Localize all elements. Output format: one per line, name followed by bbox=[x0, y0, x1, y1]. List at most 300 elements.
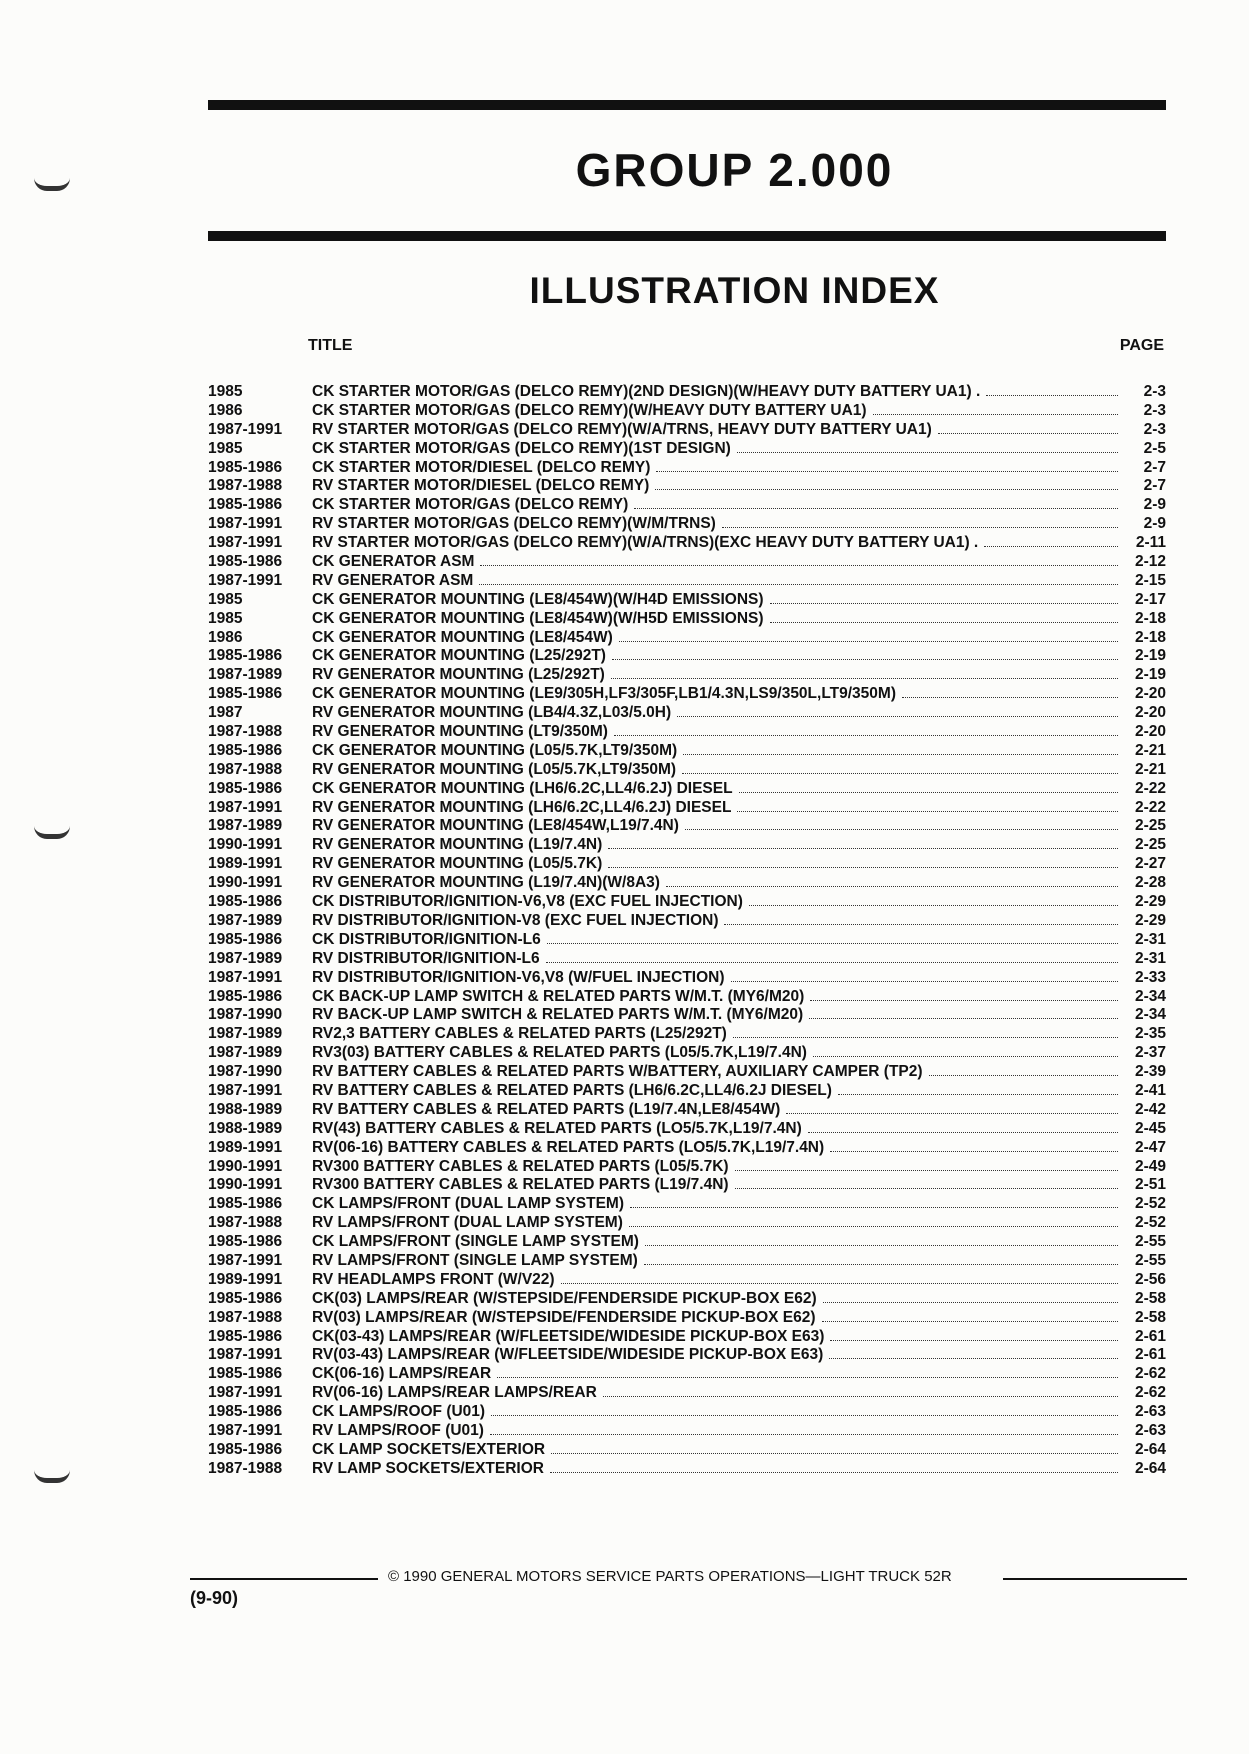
index-entry bbox=[208, 629, 1166, 648]
entry-year: 1985-1986 bbox=[208, 741, 283, 759]
dot-leader bbox=[809, 1006, 1118, 1019]
entry-page: 2-20 bbox=[1134, 723, 1166, 741]
entry-year: 1985 bbox=[208, 383, 243, 400]
index-entry bbox=[208, 1025, 1166, 1044]
entry-title: RV300 BATTERY CABLES & RELATED PARTS (L19/7.4N) bbox=[312, 1176, 729, 1194]
title-column-header: TITLE bbox=[308, 337, 353, 354]
dot-leader bbox=[614, 723, 1118, 736]
entry-page: 2-25 bbox=[1134, 817, 1166, 835]
index-entry bbox=[208, 1271, 1166, 1290]
entry-page: 2-55 bbox=[1134, 1233, 1166, 1251]
entry-page: 2-19 bbox=[1134, 647, 1166, 665]
entry-title: RV(03-43) LAMPS/REAR (W/FLEETSIDE/WIDESIDE PICKUP-BOX E63) bbox=[312, 1346, 824, 1364]
entry-page: 2-42 bbox=[1134, 1100, 1166, 1118]
entry-title: RV(06-16) BATTERY CABLES & RELATED PARTS (LO5/5.7K,L19/7.4N) bbox=[312, 1138, 825, 1156]
entry-title: CK STARTER MOTOR/GAS (DELCO REMY)(W/HEAVY DUTY BATTERY UA1) bbox=[312, 401, 867, 419]
entry-year: 1987-1988 bbox=[208, 723, 283, 741]
dot-leader bbox=[829, 1346, 1118, 1359]
entry-title: CK STARTER MOTOR/GAS (DELCO REMY)(2ND DESIGN)(W/HEAVY DUTY BATTERY UA1) . bbox=[312, 383, 981, 400]
index-entry bbox=[208, 477, 1166, 496]
dot-leader bbox=[823, 1290, 1118, 1303]
entry-year: 1985-1986 bbox=[208, 930, 283, 948]
entry-year: 1987-1991 bbox=[208, 968, 283, 986]
entry-title: CK DISTRIBUTOR/IGNITION-V6,V8 (EXC FUEL INJECTION) bbox=[312, 893, 743, 911]
index-entry bbox=[208, 421, 1166, 440]
index-entry bbox=[208, 496, 1166, 515]
entry-year: 1985-1986 bbox=[208, 1233, 283, 1251]
entry-page: 2-21 bbox=[1134, 760, 1166, 778]
entry-title: CK BACK-UP LAMP SWITCH & RELATED PARTS W/M.T. (MY6/M20) bbox=[312, 987, 805, 1005]
dot-leader bbox=[666, 874, 1118, 887]
entry-title: RV300 BATTERY CABLES & RELATED PARTS (L05/5.7K) bbox=[312, 1157, 729, 1175]
dot-leader bbox=[634, 496, 1118, 509]
index-entry bbox=[208, 1101, 1166, 1120]
entry-page: 2-63 bbox=[1134, 1421, 1166, 1439]
entry-page: 2-7 bbox=[1143, 458, 1166, 476]
entry-year: 1985-1986 bbox=[208, 987, 283, 1005]
entry-title: CK STARTER MOTOR/DIESEL (DELCO REMY) bbox=[312, 458, 651, 476]
entry-title: CK GENERATOR MOUNTING (LH6/6.2C,LL4/6.2J) DIESEL bbox=[312, 779, 733, 797]
entry-page: 2-22 bbox=[1134, 779, 1166, 797]
dot-leader bbox=[838, 1082, 1118, 1095]
entry-year: 1986 bbox=[208, 401, 243, 419]
dot-leader bbox=[547, 931, 1118, 944]
footer-date-code: (9-90) bbox=[190, 1588, 239, 1608]
dot-leader bbox=[735, 1176, 1118, 1189]
entry-title: CK GENERATOR ASM bbox=[312, 553, 475, 571]
dot-leader bbox=[813, 1044, 1118, 1057]
entry-year: 1987-1990 bbox=[208, 1006, 283, 1024]
dot-leader bbox=[491, 1403, 1118, 1416]
entry-year: 1986 bbox=[208, 628, 243, 646]
entry-page: 2-64 bbox=[1134, 1440, 1166, 1458]
index-entry bbox=[208, 1422, 1166, 1441]
dot-leader bbox=[608, 836, 1118, 849]
entry-title: RV GENERATOR MOUNTING (LT9/350M) bbox=[312, 723, 608, 741]
dot-leader bbox=[644, 1252, 1118, 1265]
entry-year: 1987-1989 bbox=[208, 817, 283, 835]
entry-year: 1985-1986 bbox=[208, 1365, 283, 1383]
index-entry bbox=[208, 1365, 1166, 1384]
entry-year: 1985-1986 bbox=[208, 553, 283, 571]
index-entry bbox=[208, 931, 1166, 950]
entry-year: 1985-1986 bbox=[208, 496, 283, 514]
dot-leader bbox=[683, 742, 1118, 755]
entry-title: RV GENERATOR MOUNTING (LE8/454W,L19/7.4N) bbox=[312, 817, 679, 835]
index-entry bbox=[208, 534, 1166, 553]
index-entry bbox=[208, 1006, 1166, 1025]
dot-leader bbox=[733, 1025, 1118, 1038]
dot-leader bbox=[629, 1214, 1118, 1227]
dot-leader bbox=[656, 459, 1118, 472]
entry-title: RV GENERATOR MOUNTING (LH6/6.2C,LL4/6.2J) DIESEL bbox=[312, 798, 732, 816]
entry-page: 2-62 bbox=[1134, 1365, 1166, 1383]
entry-year: 1985-1986 bbox=[208, 1195, 283, 1213]
entry-title: RV STARTER MOTOR/DIESEL (DELCO REMY) bbox=[312, 477, 650, 495]
index-entry bbox=[208, 1252, 1166, 1271]
dot-leader bbox=[822, 1309, 1118, 1322]
index-entry bbox=[208, 817, 1166, 836]
entry-year: 1987-1991 bbox=[208, 534, 283, 552]
index-entry bbox=[208, 1328, 1166, 1347]
entry-title: RV LAMPS/FRONT (DUAL LAMP SYSTEM) bbox=[312, 1214, 623, 1232]
dot-leader bbox=[479, 572, 1118, 585]
entry-page: 2-33 bbox=[1134, 968, 1166, 986]
entry-page: 2-15 bbox=[1134, 571, 1166, 589]
index-entry bbox=[208, 855, 1166, 874]
entry-year: 1985-1986 bbox=[208, 1327, 283, 1345]
index-entry bbox=[208, 1384, 1166, 1403]
entry-year: 1989-1991 bbox=[208, 855, 283, 873]
index-entry bbox=[208, 704, 1166, 723]
entry-year: 1990-1991 bbox=[208, 1157, 283, 1175]
entry-year: 1990-1991 bbox=[208, 1176, 283, 1194]
entry-title: RV GENERATOR MOUNTING (L05/5.7K,LT9/350M) bbox=[312, 760, 677, 778]
index-entry bbox=[208, 1346, 1166, 1365]
dot-leader bbox=[830, 1328, 1118, 1341]
entry-page: 2-45 bbox=[1134, 1119, 1166, 1137]
dot-leader bbox=[685, 817, 1118, 830]
entry-page: 2-35 bbox=[1134, 1025, 1166, 1043]
entry-title: CK DISTRIBUTOR/IGNITION-L6 bbox=[312, 930, 541, 948]
entry-year: 1987-1991 bbox=[208, 1421, 283, 1439]
entry-year: 1985-1986 bbox=[208, 647, 283, 665]
dot-leader bbox=[737, 440, 1118, 453]
index-entry bbox=[208, 836, 1166, 855]
index-entry bbox=[208, 1290, 1166, 1309]
dot-leader bbox=[561, 1271, 1118, 1284]
entry-year: 1987-1989 bbox=[208, 949, 283, 967]
dot-leader bbox=[724, 912, 1118, 925]
index-entry bbox=[208, 1214, 1166, 1233]
index-entry bbox=[208, 591, 1166, 610]
entry-year: 1990-1991 bbox=[208, 874, 283, 892]
entry-year: 1989-1991 bbox=[208, 1138, 283, 1156]
entry-page: 2-31 bbox=[1134, 930, 1166, 948]
entry-page: 2-29 bbox=[1134, 911, 1166, 929]
dot-leader bbox=[770, 591, 1118, 604]
entry-year: 1987-1991 bbox=[208, 1251, 283, 1269]
dot-leader bbox=[786, 1101, 1118, 1114]
entry-page: 2-19 bbox=[1134, 666, 1166, 684]
index-entry bbox=[208, 1120, 1166, 1139]
dot-leader bbox=[611, 666, 1118, 679]
index-entry bbox=[208, 402, 1166, 421]
dot-leader bbox=[938, 421, 1118, 434]
entry-title: RV(43) BATTERY CABLES & RELATED PARTS (LO5/5.7K,L19/7.4N) bbox=[312, 1119, 802, 1137]
entry-year: 1985-1986 bbox=[208, 779, 283, 797]
dot-leader bbox=[677, 704, 1118, 717]
entry-year: 1985-1986 bbox=[208, 458, 283, 476]
index-entry bbox=[208, 1309, 1166, 1328]
entry-title: RV BATTERY CABLES & RELATED PARTS (L19/7.4N,LE8/454W) bbox=[312, 1100, 781, 1118]
entry-page: 2-11 bbox=[1135, 534, 1166, 552]
dot-leader bbox=[808, 1120, 1118, 1133]
entry-title: CK(06-16) LAMPS/REAR bbox=[312, 1365, 492, 1383]
entry-page: 2-51 bbox=[1134, 1176, 1166, 1194]
index-entry bbox=[208, 1176, 1166, 1195]
dot-leader bbox=[645, 1233, 1118, 1246]
entry-page: 2-62 bbox=[1134, 1384, 1166, 1402]
entry-page: 2-20 bbox=[1134, 685, 1166, 703]
entry-page: 2-55 bbox=[1134, 1251, 1166, 1269]
entry-title: RV LAMPS/ROOF (U01) bbox=[312, 1421, 484, 1439]
entry-page: 2-7 bbox=[1143, 477, 1166, 495]
index-entry bbox=[208, 1195, 1166, 1214]
dot-leader bbox=[810, 988, 1118, 1001]
entry-year: 1987-1991 bbox=[208, 1384, 283, 1402]
entry-year: 1987-1988 bbox=[208, 477, 283, 495]
entry-title: RV LAMPS/FRONT (SINGLE LAMP SYSTEM) bbox=[312, 1251, 638, 1269]
index-entry bbox=[208, 610, 1166, 629]
entry-year: 1987-1989 bbox=[208, 911, 283, 929]
entry-page: 2-61 bbox=[1134, 1346, 1166, 1364]
index-entry bbox=[208, 572, 1166, 591]
entry-title: RV BATTERY CABLES & RELATED PARTS (LH6/6.2C,LL4/6.2J DIESEL) bbox=[312, 1081, 832, 1099]
entry-title: CK GENERATOR MOUNTING (LE8/454W)(W/H4D EMISSIONS) bbox=[312, 590, 764, 608]
entry-title: CK(03-43) LAMPS/REAR (W/FLEETSIDE/WIDESIDE PICKUP-BOX E63) bbox=[312, 1327, 825, 1345]
index-entry bbox=[208, 685, 1166, 704]
dot-leader bbox=[682, 761, 1118, 774]
entry-page: 2-34 bbox=[1134, 1006, 1166, 1024]
entry-title: CK STARTER MOTOR/GAS (DELCO REMY)(1ST DESIGN) bbox=[312, 439, 731, 457]
dot-leader bbox=[480, 553, 1118, 566]
entry-year: 1987-1988 bbox=[208, 1308, 283, 1326]
entry-title: RV STARTER MOTOR/GAS (DELCO REMY)(W/A/TRNS)(EXC HEAVY DUTY BATTERY UA1) . bbox=[312, 534, 979, 552]
entry-title: RV3(03) BATTERY CABLES & RELATED PARTS (L05/5.7K,L19/7.4N) bbox=[312, 1044, 807, 1062]
entry-year: 1987-1991 bbox=[208, 571, 283, 589]
entry-year: 1987-1991 bbox=[208, 798, 283, 816]
entry-title: RV BATTERY CABLES & RELATED PARTS W/BATTERY, AUXILIARY CAMPER (TP2) bbox=[312, 1063, 923, 1081]
entry-year: 1989-1991 bbox=[208, 1270, 283, 1288]
entry-title: CK LAMPS/ROOF (U01) bbox=[312, 1403, 486, 1421]
entry-year: 1985 bbox=[208, 609, 243, 627]
dot-leader bbox=[490, 1422, 1118, 1435]
entry-page: 2-41 bbox=[1134, 1081, 1166, 1099]
entry-title: RV GENERATOR MOUNTING (L25/292T) bbox=[312, 666, 605, 684]
index-entry bbox=[208, 950, 1166, 969]
index-entry bbox=[208, 799, 1166, 818]
entry-page: 2-27 bbox=[1134, 855, 1166, 873]
index-entry bbox=[208, 761, 1166, 780]
entry-year: 1987-1991 bbox=[208, 420, 283, 438]
index-entry bbox=[208, 666, 1166, 685]
entry-year: 1990-1991 bbox=[208, 836, 283, 854]
entry-page: 2-63 bbox=[1134, 1403, 1166, 1421]
index-entry bbox=[208, 874, 1166, 893]
entry-page: 2-34 bbox=[1134, 987, 1166, 1005]
entry-page: 2-3 bbox=[1143, 420, 1166, 438]
index-entry bbox=[208, 1063, 1166, 1082]
entry-page: 2-47 bbox=[1134, 1138, 1166, 1156]
footer-copyright: © 1990 GENERAL MOTORS SERVICE PARTS OPERATIONS—LIGHT TRUCK 52R bbox=[388, 1568, 952, 1585]
middle-rule bbox=[208, 231, 1166, 241]
index-entry bbox=[208, 515, 1166, 534]
entry-page: 2-52 bbox=[1134, 1214, 1166, 1232]
entry-year: 1985-1986 bbox=[208, 1289, 283, 1307]
entry-page: 2-58 bbox=[1134, 1289, 1166, 1307]
index-entry bbox=[208, 1044, 1166, 1063]
dot-leader bbox=[929, 1063, 1118, 1076]
page-title: ILLUSTRATION INDEX bbox=[529, 270, 940, 311]
entry-year: 1987-1988 bbox=[208, 1459, 283, 1477]
entry-page: 2-17 bbox=[1134, 590, 1166, 608]
entry-page: 2-37 bbox=[1134, 1044, 1166, 1062]
entry-year: 1987-1991 bbox=[208, 515, 283, 533]
entry-year: 1985 bbox=[208, 590, 243, 608]
index-entry bbox=[208, 553, 1166, 572]
dot-leader bbox=[749, 893, 1118, 906]
index-entry bbox=[208, 1139, 1166, 1158]
index-entry bbox=[208, 1441, 1166, 1460]
dot-leader bbox=[731, 969, 1118, 982]
index-entry bbox=[208, 723, 1166, 742]
dot-leader bbox=[655, 477, 1118, 490]
dot-leader bbox=[830, 1139, 1118, 1152]
dot-leader bbox=[619, 629, 1118, 642]
entry-page: 2-18 bbox=[1134, 609, 1166, 627]
dot-leader bbox=[630, 1195, 1118, 1208]
entry-title: CK LAMPS/FRONT (SINGLE LAMP SYSTEM) bbox=[312, 1233, 639, 1251]
index-entry bbox=[208, 912, 1166, 931]
index-entry bbox=[208, 742, 1166, 761]
entry-page: 2-52 bbox=[1134, 1195, 1166, 1213]
dot-leader bbox=[739, 780, 1118, 793]
entry-page: 2-39 bbox=[1134, 1063, 1166, 1081]
index-entry bbox=[208, 1460, 1166, 1479]
index-entry bbox=[208, 988, 1166, 1007]
footer-rule-right bbox=[1003, 1578, 1187, 1580]
dot-leader bbox=[770, 610, 1118, 623]
entry-title: CK LAMP SOCKETS/EXTERIOR bbox=[312, 1440, 546, 1458]
entry-page: 2-31 bbox=[1134, 949, 1166, 967]
entry-year: 1987 bbox=[208, 704, 243, 722]
entry-year: 1987-1991 bbox=[208, 1081, 283, 1099]
index-entry bbox=[208, 1158, 1166, 1177]
entry-page: 2-58 bbox=[1134, 1308, 1166, 1326]
index-entry bbox=[208, 969, 1166, 988]
entry-year: 1985 bbox=[208, 439, 243, 457]
dot-leader bbox=[550, 1460, 1118, 1473]
dot-leader bbox=[546, 950, 1118, 963]
dot-leader bbox=[551, 1441, 1118, 1454]
dot-leader bbox=[722, 515, 1118, 528]
group-heading: GROUP 2.000 bbox=[575, 144, 894, 196]
index-entry bbox=[208, 780, 1166, 799]
entry-page: 2-20 bbox=[1134, 704, 1166, 722]
entry-page: 2-22 bbox=[1134, 798, 1166, 816]
dot-leader bbox=[737, 799, 1118, 812]
dot-leader bbox=[984, 534, 1118, 547]
entry-title: CK GENERATOR MOUNTING (L25/292T) bbox=[312, 647, 606, 665]
index-entry bbox=[208, 383, 1166, 402]
dot-leader bbox=[735, 1158, 1118, 1171]
page-column-header: PAGE bbox=[1119, 337, 1164, 354]
entry-page: 2-3 bbox=[1143, 401, 1166, 419]
dot-leader bbox=[902, 685, 1118, 698]
entry-page: 2-18 bbox=[1134, 628, 1166, 646]
entry-title: RV GENERATOR MOUNTING (L19/7.4N)(W/8A3) bbox=[312, 874, 660, 892]
entry-page: 2-9 bbox=[1143, 515, 1166, 533]
index-entry-list bbox=[208, 383, 1166, 1479]
entry-title: RV GENERATOR ASM bbox=[312, 571, 474, 589]
entry-title: CK GENERATOR MOUNTING (LE9/305H,LF3/305F,LB1/4.3N,LS9/350L,LT9/350M) bbox=[312, 685, 896, 703]
entry-title: RV GENERATOR MOUNTING (L19/7.4N) bbox=[312, 836, 603, 854]
entry-year: 1988-1989 bbox=[208, 1100, 283, 1118]
entry-title: RV(03) LAMPS/REAR (W/STEPSIDE/FENDERSIDE PICKUP-BOX E62) bbox=[312, 1308, 816, 1326]
index-entry bbox=[208, 459, 1166, 478]
dot-leader bbox=[608, 855, 1118, 868]
entry-title: RV HEADLAMPS FRONT (W/V22) bbox=[312, 1270, 555, 1288]
entry-title: RV STARTER MOTOR/GAS (DELCO REMY)(W/A/TRNS, HEAVY DUTY BATTERY UA1) bbox=[312, 420, 932, 438]
entry-year: 1987-1988 bbox=[208, 1214, 283, 1232]
entry-title: RV DISTRIBUTOR/IGNITION-V6,V8 (W/FUEL INJECTION) bbox=[312, 968, 725, 986]
entry-title: RV GENERATOR MOUNTING (LB4/4.3Z,L03/5.0H) bbox=[312, 704, 672, 722]
entry-title: CK GENERATOR MOUNTING (LE8/454W)(W/H5D EMISSIONS) bbox=[312, 609, 764, 627]
entry-year: 1987-1989 bbox=[208, 1044, 283, 1062]
entry-year: 1985-1986 bbox=[208, 1440, 283, 1458]
entry-page: 2-28 bbox=[1134, 874, 1166, 892]
index-entry bbox=[208, 1403, 1166, 1422]
entry-page: 2-21 bbox=[1134, 741, 1166, 759]
index-entry bbox=[208, 440, 1166, 459]
entry-title: CK(03) LAMPS/REAR (W/STEPSIDE/FENDERSIDE PICKUP-BOX E62) bbox=[312, 1289, 817, 1307]
entry-title: CK LAMPS/FRONT (DUAL LAMP SYSTEM) bbox=[312, 1195, 625, 1213]
entry-page: 2-29 bbox=[1134, 893, 1166, 911]
entry-page: 2-64 bbox=[1134, 1459, 1166, 1477]
entry-page: 2-56 bbox=[1134, 1270, 1166, 1288]
dot-leader bbox=[612, 647, 1118, 660]
index-entry bbox=[208, 647, 1166, 666]
entry-title: RV LAMP SOCKETS/EXTERIOR bbox=[312, 1459, 544, 1477]
entry-title: CK GENERATOR MOUNTING (L05/5.7K,LT9/350M) bbox=[312, 741, 678, 759]
dot-leader bbox=[497, 1365, 1118, 1378]
binding-hole-mark bbox=[34, 826, 70, 839]
entry-title: RV DISTRIBUTOR/IGNITION-L6 bbox=[312, 949, 540, 967]
entry-title: RV DISTRIBUTOR/IGNITION-V8 (EXC FUEL INJECTION) bbox=[312, 911, 719, 929]
entry-title: CK STARTER MOTOR/GAS (DELCO REMY) bbox=[312, 496, 629, 514]
entry-page: 2-3 bbox=[1143, 383, 1166, 400]
dot-leader bbox=[603, 1384, 1118, 1397]
entry-year: 1985-1986 bbox=[208, 893, 283, 911]
index-entry bbox=[208, 1082, 1166, 1101]
entry-year: 1987-1989 bbox=[208, 1025, 283, 1043]
entry-year: 1987-1988 bbox=[208, 760, 283, 778]
footer-rule-left bbox=[190, 1578, 378, 1580]
entry-title: CK GENERATOR MOUNTING (LE8/454W) bbox=[312, 628, 613, 646]
entry-title: RV2,3 BATTERY CABLES & RELATED PARTS (L25/292T) bbox=[312, 1025, 727, 1043]
index-entry bbox=[208, 893, 1166, 912]
entry-page: 2-12 bbox=[1134, 553, 1166, 571]
entry-page: 2-9 bbox=[1143, 496, 1166, 514]
entry-page: 2-49 bbox=[1134, 1157, 1166, 1175]
entry-page: 2-5 bbox=[1143, 439, 1166, 457]
entry-year: 1987-1989 bbox=[208, 666, 283, 684]
binding-hole-mark bbox=[34, 1470, 70, 1483]
entry-year: 1988-1989 bbox=[208, 1119, 283, 1137]
entry-title: RV GENERATOR MOUNTING (L05/5.7K) bbox=[312, 855, 603, 873]
index-entry bbox=[208, 1233, 1166, 1252]
entry-title: RV(06-16) LAMPS/REAR LAMPS/REAR bbox=[312, 1384, 597, 1402]
entry-page: 2-61 bbox=[1134, 1327, 1166, 1345]
entry-year: 1985-1986 bbox=[208, 685, 283, 703]
entry-year: 1987-1991 bbox=[208, 1346, 283, 1364]
entry-title: RV BACK-UP LAMP SWITCH & RELATED PARTS W/M.T. (MY6/M20) bbox=[312, 1006, 804, 1024]
dot-leader bbox=[873, 402, 1118, 415]
top-rule bbox=[208, 100, 1166, 110]
entry-title: RV STARTER MOTOR/GAS (DELCO REMY)(W/M/TRNS) bbox=[312, 515, 716, 533]
dot-leader bbox=[986, 383, 1118, 396]
